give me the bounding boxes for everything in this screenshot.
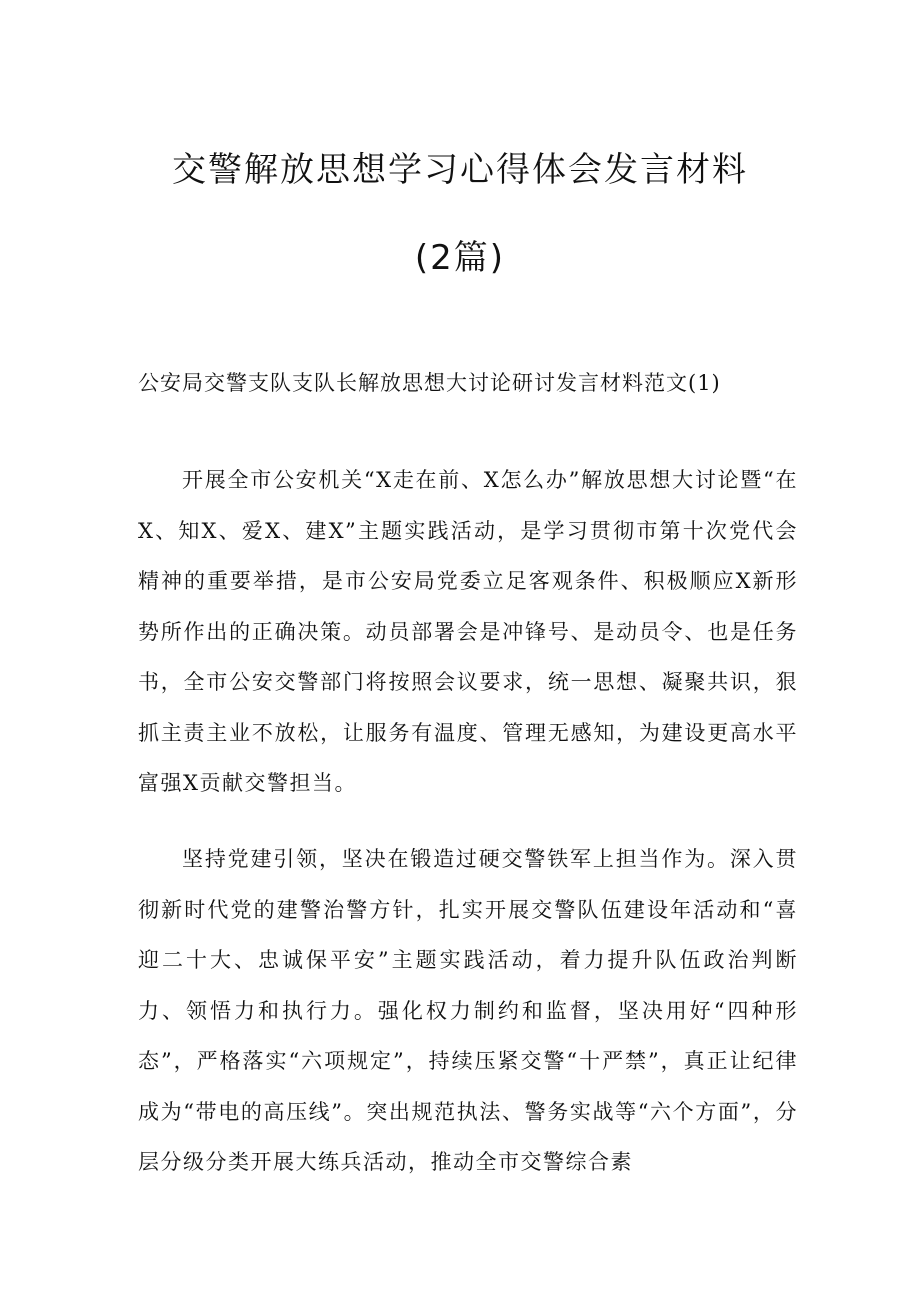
section-heading: 公安局交警支队支队长解放思想大讨论研讨发言材料范文(1): [138, 371, 721, 395]
document-title: 交警解放思想学习心得体会发言材料: [172, 150, 748, 190]
document-title-count: (2篇): [414, 238, 506, 278]
body-paragraph: 开展全市公安机关“X走在前、X怎么办”解放思想大讨论暨“在X、知X、爱X、建X”主题实践活动，是学习贯彻市第十次党代会精神的重要举措，是市公安局党委立足客观条件、积极顺应X新形势所作出的正确决策。动员部署会是冲锋号、是动员令、也是任务书，全市公安交警部门将按照会议要求，统一思想、凝聚共识，狠抓主责主业不放松，让服务有温度、管理无感知，为建设更高水平富强X贡献交警担当。: [138, 468, 798, 795]
body-paragraph: 坚持党建引领，坚决在锻造过硬交警铁军上担当作为。深入贯彻新时代党的建警治警方针，扎实开展交警队伍建设年活动和“喜迎二十大、忠诚保平安”主题实践活动，着力提升队伍政治判断力、领悟力和执行力。强化权力制约和监督，坚决用好“四种形态”，严格落实“六项规定”，持续压紧交警“十严禁”，真正让纪律成为“带电的高压线”。突出规范执法、警务实战等“六个方面”，分层分级分类开展大练兵活动，推动全市交警综合素: [138, 847, 798, 1174]
